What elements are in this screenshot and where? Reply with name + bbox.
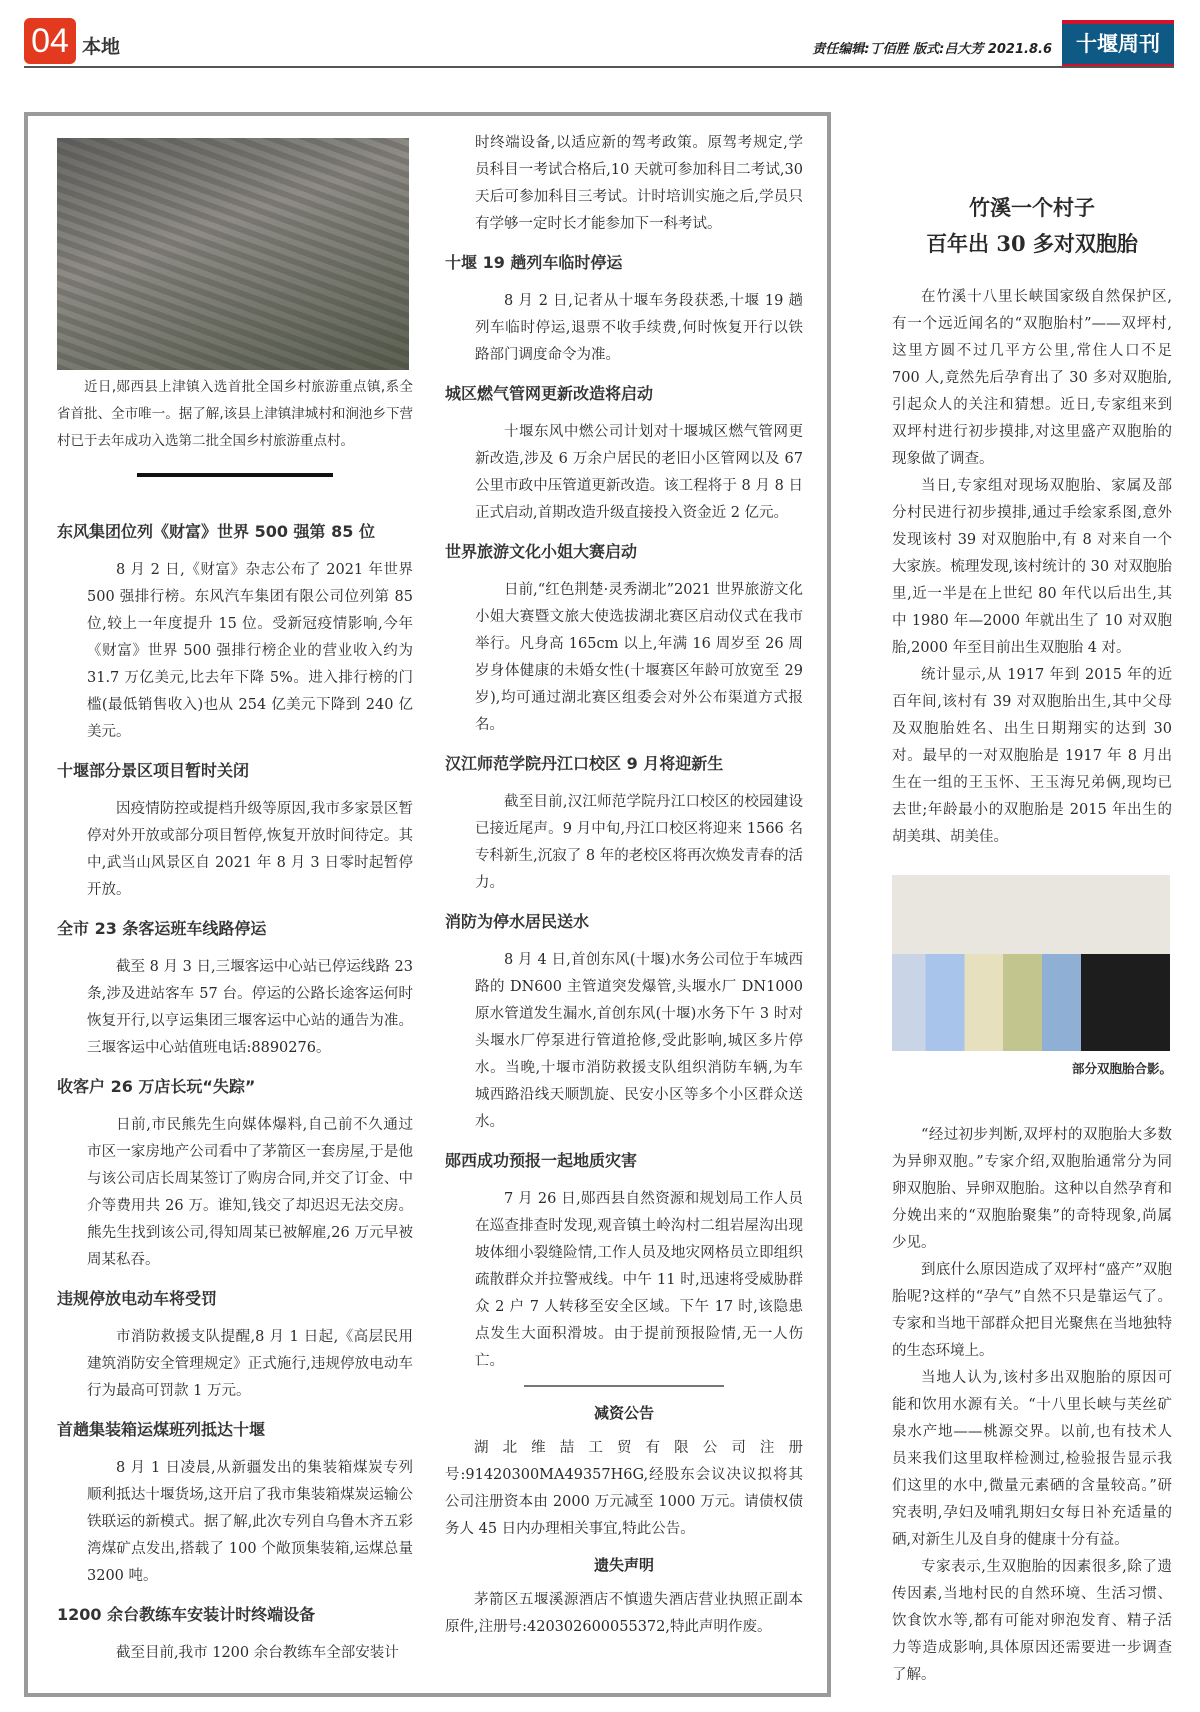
notice-body: 茅箭区五堰溪源酒店不慎遗失酒店营业执照正副本原件,注册号:420302600055372,特此声明作废。 [445,1592,803,1635]
notice-body: 湖北维喆工贸有限公司注册号:91420300MA49357H6G,经股东会议决议拟将其公司注册资本由 2000 万元减至 1000 万元。请债权债务人 45 日内办理相关事宜,特此公告。 [445,1440,803,1537]
article-body: 截至目前,汉江师范学院丹江口校区的校园建设已接近尾声。9 月中旬,丹江口校区将迎来 1566 名专科新生,沉寂了 8 年的老校区将再次焕发青春的活力。 [475,794,803,891]
separator [137,473,333,477]
article-body: 8 月 1 日凌晨,从新疆发出的集装箱煤炭专列顺利抵达十堰货场,这开启了我市集装箱煤炭运输公铁联运的新模式。据了解,此次专列自乌鲁木齐五彩湾煤矿点发出,搭载了 100 个敞顶集装箱,运煤总量 3200 吨。 [87,1460,413,1584]
article-headline: 汉江师范学院丹江口校区 9 月将迎新生 [445,754,724,773]
notices [445,1399,803,1641]
masthead-logo: 十堰周刊 [1062,20,1174,68]
article-body: 日前,市民熊先生向媒体爆料,自己前不久通过市区一家房地产公司看中了茅箭区一套房屋,于是他与该公司店长周某签订了购房合同,并交了订金、中介等费用共 26 万。谁知,钱交了却迟迟无法交房。熊先生找到该公司,得知周某已被解雇,26 万元早被周某私吞。 [87,1117,413,1268]
feature-column [892,190,1172,1689]
article-headline: 城区燃气管网更新改造将启动 [445,384,654,403]
feature-paragraph: 在竹溪十八里长峡国家级自然保护区,有一个远近闻名的“双胞胎村”——双坪村,这里方圆不过几平方公里,常住人口不足 700 人,竟然先后孕育出了 30 多对双胞胎,引起众人的关注和猜想。近日,专家组来到双坪村进行初步摸排,对这里盛产双胞胎的现象做了调查。 [892,289,1172,467]
feature-paragraph: 到底什么原因造成了双坪村“盛产”双胞胎呢?这样的“孕气”自然不只是靠运气了。专家和当地干部群众把目光聚焦在当地独特的生态环境上。 [892,1262,1172,1359]
photo-caption: 近日,郧西县上津镇入选首批全国乡村旅游重点镇,系全省首批、全市唯一。据了解,该县上津镇津城村和涧池乡下营村已于去年成功入选第二批全国乡村旅游重点村。 [57,379,413,449]
article-body: 截至目前,我市 1200 余台教练车全部安装计 [116,1645,399,1661]
article-continuation: 时终端设备,以适应新的驾考政策。原驾考规定,学员科目一考试合格后,10 天就可参加科目二考试,30 天后可参加科目三考试。计时培训实施之后,学员只有学够一定时长才能参加下一科考试。 [475,135,803,232]
article-headline: 十堰部分景区项目暂时关闭 [57,761,250,780]
column-1 [57,138,413,1677]
article-headline: 消防为停水居民送水 [445,912,590,931]
article-headline: 世界旅游文化小姐大赛启动 [445,542,638,561]
feature-title-line1: 竹溪一个村子 [969,195,1095,220]
article-body: 日前,“红色荆楚·灵秀湖北”2021 世界旅游文化小姐大赛暨文旅大使选拔湖北赛区启动仪式在我市举行。凡身高 165cm 以上,年满 16 周岁至 26 周岁身体健康的未婚女性(十堰赛区年龄可放宽至 29 岁),均可通过湖北赛区组委会对外公布渠道方式报名。 [475,582,803,733]
feature-paragraph: 当日,专家组对现场双胞胎、家属及部分村民进行初步摸排,通过手绘家系图,意外发现该村 39 对双胞胎中,有 8 对来自一个大家族。梳理发现,该村统计的 30 对双胞胎里,近一半是在上世纪 80 年代以后出生,其中 1980 年—2000 年就出生了 10 对双胞胎,2000 年至目前出生双胞胎 4 对。 [892,478,1172,656]
article-headline: 收客户 26 万店长玩“失踪” [57,1077,256,1096]
feature-title-line2: 百年出 30 多对双胞胎 [926,231,1138,256]
article-body: 7 月 26 日,郧西县自然资源和规划局工作人员在巡查排查时发现,观音镇土岭沟村二组岩屋沟出现坡体细小裂缝险情,工作人员及地灾网格员立即组织疏散群众并拉警戒线。中午 11 时,迅速将受威胁群众 2 户 7 人转移至安全区域。下午 17 时,该隐患点发生大面积滑坡。由于提前预报险情,无一人伤亡。 [475,1191,803,1369]
article-body: 8 月 2 日,记者从十堰车务段获悉,十堰 19 趟列车临时停运,退票不收手续费,何时恢复开行以铁路部门调度命令为准。 [475,293,803,363]
article-headline: 首趟集装箱运煤班列抵达十堰 [57,1420,266,1439]
column-2 [445,130,803,1649]
article-headline: 1200 余台教练车安装计时终端设备 [57,1605,316,1624]
article-body: 市消防救援支队提醒,8 月 1 日起,《高层民用建筑消防安全管理规定》正式施行,违规停放电动车行为最高可罚款 1 万元。 [87,1329,413,1399]
feature-body-1 [892,284,1172,851]
village-photo [57,138,409,370]
feature-paragraph: 当地人认为,该村多出双胞胎的原因可能和饮用水源有关。“十八里长峡与芙丝矿泉水产地——桃源交界。以前,也有技术人员来我们这里取样检测过,检验报告显示我们这里的水中,微量元素硒的含量较高。”研究表明,孕妇及哺乳期妇女每日补充适量的硒,对新生儿及自身的健康十分有益。 [892,1370,1172,1548]
twins-photo-caption: 部分双胞胎合影。 [1071,1061,1172,1076]
feature-paragraph: 统计显示,从 1917 年到 2015 年的近百年间,该村有 39 对双胞胎出生,其中父母及双胞胎姓名、出生日期翔实的达到 30 对。最早的一对双胞胎是 1917 年 8 月出生在一组的王玉怀、王玉海兄弟俩,现均已去世;年龄最小的双胞胎是 2015 年出生的胡美琪、胡美佳。 [892,667,1172,845]
feature-body-2 [892,1122,1172,1689]
twins-group-photo [892,875,1170,1051]
editor-credit: 责任编辑:丁佰胜 版式:吕大芳 2021.8.6 [812,42,1052,57]
notice-title: 遗失声明 [593,1556,654,1574]
article-list-1 [57,517,413,1667]
article-headline: 违规停放电动车将受罚 [57,1289,218,1308]
article-body: 8 月 2 日,《财富》杂志公布了 2021 年世界 500 强排行榜。东风汽车集团有限公司位列第 85 位,较上一年度提升 15 位。受新冠疫情影响,今年《财富》世界 500 强排行榜企业的营业收入约为 31.7 万亿美元,比去年下降 5%。进入排行榜的门槛(最低销售收入)也从 254 亿美元下降到 240 亿美元。 [87,562,413,740]
article-headline: 十堰 19 趟列车临时停运 [445,253,623,272]
article-body: 8 月 4 日,首创东风(十堰)水务公司位于车城西路的 DN600 主管道突发爆管,头堰水厂 DN1000 原水管道发生漏水,首创东风(十堰)水务下午 3 时对头堰水厂停泵进行管道抢修,受此影响,城区多片停水。当晚,十堰市消防救援支队组织消防车辆,为车城西路沿线天顺凯旋、民安小区等多个小区群众送水。 [475,952,803,1130]
header-divider [24,66,1174,68]
article-headline: 东风集团位列《财富》世界 500 强第 85 位 [57,522,375,541]
article-headline: 郧西成功预报一起地质灾害 [445,1151,638,1170]
section-title: 本地 [82,36,121,58]
article-body: 十堰东风中燃公司计划对十堰城区燃气管网更新改造,涉及 6 万余户居民的老旧小区管网以及 67 公里市政中压管道更新改造。该工程将于 8 月 8 日正式启动,首期改造升级直接投入资金近 2 亿元。 [475,424,803,521]
article-list-2 [445,248,803,1375]
notice-divider [524,1385,724,1387]
article-body: 截至 8 月 3 日,三堰客运中心站已停运线路 23 条,涉及进站客车 57 台。停运的公路长途客运何时恢复开行,以亨运集团三堰客运中心站的通告为准。三堰客运中心站值班电话:8890276。 [87,959,413,1056]
feature-title [892,190,1172,262]
page-number-badge: 04 [24,18,76,64]
article-headline: 全市 23 条客运班车线路停运 [57,919,267,938]
feature-paragraph: “经过初步判断,双坪村的双胞胎大多数为异卵双胞。”专家介绍,双胞胎通常分为同卵双胞胎、异卵双胞胎。这种以自然孕育和分娩出来的“双胞胎聚集”的奇特现象,尚属少见。 [892,1127,1172,1251]
notice-title: 减资公告 [593,1404,654,1422]
article-body: 因疫情防控或提档升级等原因,我市多家景区暂停对外开放或部分项目暂停,恢复开放时间待定。其中,武当山风景区自 2021 年 8 月 3 日零时起暂停开放。 [87,801,413,898]
feature-paragraph: 专家表示,生双胞胎的因素很多,除了遗传因素,当地村民的自然环境、生活习惯、饮食饮水等,都有可能对卵泡发育、精子活力等造成影响,具体原因还需要进一步调查了解。 [892,1559,1172,1683]
